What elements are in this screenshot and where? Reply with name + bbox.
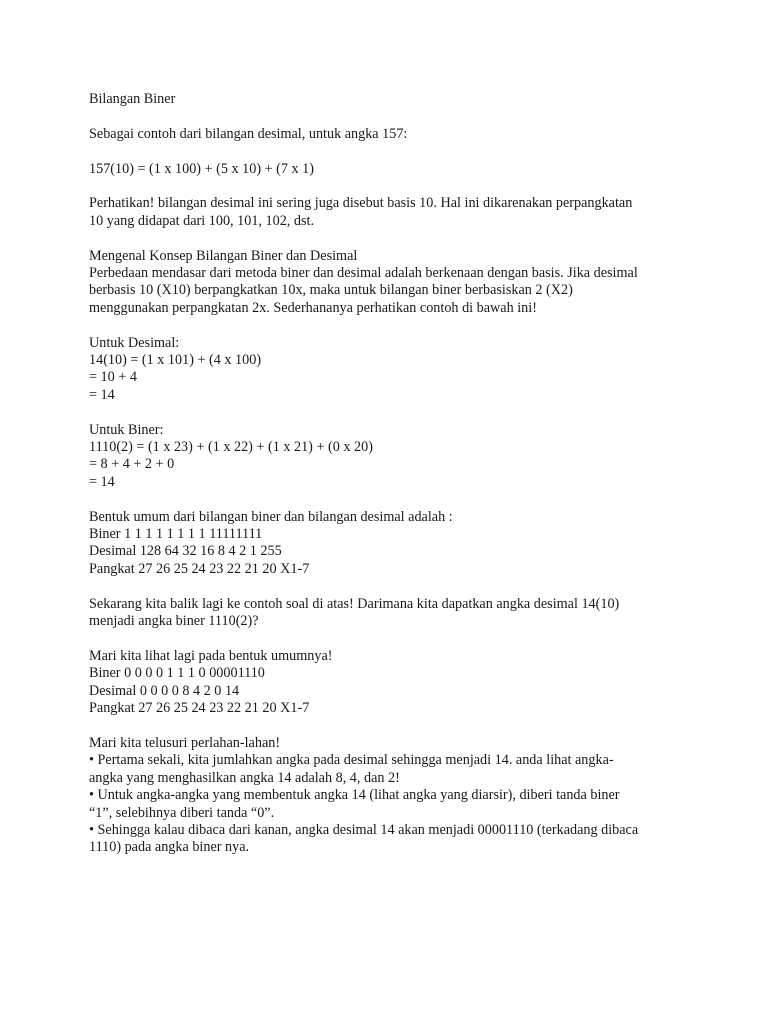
- note-line: 10 yang didapat dari 100, 101, 102, dst.: [89, 212, 314, 229]
- binary-example-line: = 14: [89, 473, 115, 490]
- general-form-block: [89, 509, 709, 579]
- question-line: menjadi angka biner 1110(2)?: [89, 613, 259, 630]
- binary-example-heading: Untuk Biner:: [89, 421, 164, 438]
- decimal-example-line: = 14: [89, 386, 115, 403]
- intro-block: [89, 126, 709, 143]
- steps-block: [89, 735, 709, 857]
- binary-example-block: [89, 422, 709, 492]
- note-block: [89, 195, 709, 230]
- concept-heading: Mengenal Konsep Bilangan Biner dan Desimal: [89, 247, 358, 264]
- steps-line: • Sehingga kalau dibaca dari kanan, angka desimal 14 akan menjadi 00001110 (terkadang dibaca: [89, 821, 639, 838]
- decimal-example-line: 14(10) = (1 x 101) + (4 x 100): [89, 352, 262, 369]
- question-line: Sekarang kita balik lagi ke contoh soal di atas! Darimana kita dapatkan angka desimal 14(10): [89, 595, 620, 612]
- steps-line: • Pertama sekali, kita jumlahkan angka pada desimal sehingga menjadi 14. anda lihat angka-: [89, 752, 614, 769]
- general-form-row-pangkat: Pangkat 27 26 25 24 23 22 21 20 X1-7: [89, 560, 310, 577]
- steps-line: angka yang menghasilkan angka 14 adalah 8, 4, dan 2!: [89, 769, 400, 786]
- decimal-example-line: = 10 + 4: [89, 369, 137, 386]
- title-block: [89, 91, 709, 108]
- revisit-row-desimal: Desimal 0 0 0 0 8 4 2 0 14: [89, 682, 240, 699]
- note-line: Perhatikan! bilangan desimal ini sering juga disebut basis 10. Hal ini dikarenakan perpangkatan: [89, 195, 633, 212]
- binary-example-line: 1110(2) = (1 x 23) + (1 x 22) + (1 x 21) + (0 x 20): [89, 439, 373, 456]
- binary-example-line: = 8 + 4 + 2 + 0: [89, 456, 175, 473]
- steps-line: “1”, selebihnya diberi tanda “0”.: [89, 804, 275, 821]
- decimal-example-block: [89, 335, 709, 405]
- revisit-row-pangkat: Pangkat 27 26 25 24 23 22 21 20 X1-7: [89, 700, 310, 717]
- general-form-row-desimal: Desimal 128 64 32 16 8 4 2 1 255: [89, 543, 282, 560]
- revisit-block: [89, 648, 709, 718]
- general-form-heading: Bentuk umum dari bilangan biner dan bilangan desimal adalah :: [89, 508, 453, 525]
- example-157-formula: 157(10) = (1 x 100) + (5 x 10) + (7 x 1): [89, 160, 314, 177]
- steps-line: • Untuk angka-angka yang membentuk angka 14 (lihat angka yang diarsir), diberi tanda biner: [89, 787, 620, 804]
- revisit-heading: Mari kita lihat lagi pada bentuk umumnya!: [89, 647, 333, 664]
- decimal-example-heading: Untuk Desimal:: [89, 334, 180, 351]
- revisit-row-biner: Biner 0 0 0 0 1 1 1 0 00001110: [89, 665, 265, 682]
- example-157-block: [89, 161, 709, 178]
- concept-block: [89, 248, 709, 318]
- general-form-row-biner: Biner 1 1 1 1 1 1 1 1 11111111: [89, 526, 263, 543]
- concept-line: berbasis 10 (X10) berpangkatkan 10x, maka untuk bilangan biner berbasiskan 2 (X2): [89, 282, 573, 299]
- steps-line: 1110) pada angka biner nya.: [89, 839, 250, 856]
- document-page: [89, 91, 709, 857]
- intro-text: Sebagai contoh dari bilangan desimal, untuk angka 157:: [89, 125, 408, 142]
- concept-line: Perbedaan mendasar dari metoda biner dan desimal adalah berkenaan dengan basis. Jika desimal: [89, 265, 638, 281]
- steps-heading: Mari kita telusuri perlahan-lahan!: [89, 734, 281, 751]
- question-block: [89, 596, 709, 631]
- document-title: Bilangan Biner: [89, 91, 176, 107]
- concept-line: menggunakan perpangkatan 2x. Sederhananya perhatikan contoh di bawah ini!: [89, 299, 537, 316]
